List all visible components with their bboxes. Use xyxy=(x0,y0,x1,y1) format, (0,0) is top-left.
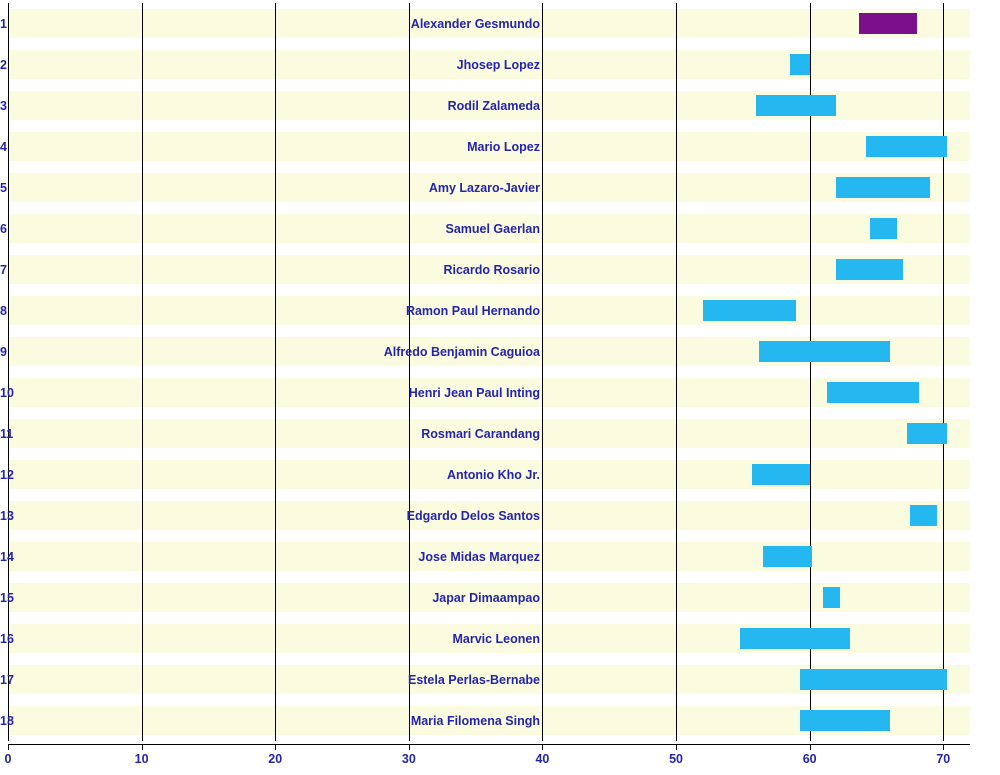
bar[interactable] xyxy=(756,95,836,116)
row-label: Japar Dimaampao xyxy=(432,590,540,605)
bar[interactable] xyxy=(836,259,903,280)
gridline-vertical xyxy=(676,3,677,741)
row-index: 1 xyxy=(0,16,7,31)
row-label: Henri Jean Paul Inting xyxy=(408,385,540,400)
row-label: Samuel Gaerlan xyxy=(445,221,540,236)
row-label: Maria Filomena Singh xyxy=(410,713,540,728)
bar[interactable] xyxy=(800,710,890,731)
bar[interactable] xyxy=(870,218,897,239)
x-tick-label: 50 xyxy=(669,752,683,766)
row-label: Marvic Leonen xyxy=(452,631,540,646)
row-index: 4 xyxy=(0,139,7,154)
gridline-vertical xyxy=(943,3,944,741)
row-label: Alfredo Benjamin Caguioa xyxy=(383,344,540,359)
x-tick-label: 30 xyxy=(401,752,416,766)
row-label: Mario Lopez xyxy=(467,139,540,154)
row-index: 8 xyxy=(0,303,7,318)
row-index: 6 xyxy=(0,221,7,236)
bar[interactable] xyxy=(836,177,930,198)
bar[interactable] xyxy=(790,54,810,75)
row-index: 16 xyxy=(0,631,14,646)
x-tick-label: 10 xyxy=(134,752,149,766)
x-axis-line xyxy=(8,744,970,745)
x-tick xyxy=(810,744,811,750)
bar[interactable] xyxy=(859,13,916,34)
row-label: Jose Midas Marquez xyxy=(418,549,540,564)
row-index: 11 xyxy=(0,426,14,441)
gridline-vertical xyxy=(142,3,143,741)
row-label: Ricardo Rosario xyxy=(443,262,540,277)
x-tick xyxy=(275,744,276,750)
x-tick xyxy=(8,744,9,750)
bar[interactable] xyxy=(752,464,809,485)
x-tick-label: 0 xyxy=(4,752,12,766)
x-tick xyxy=(409,744,410,750)
bar[interactable] xyxy=(740,628,850,649)
row-index: 9 xyxy=(0,344,7,359)
row-index: 13 xyxy=(0,508,14,523)
x-tick xyxy=(676,744,677,750)
bar[interactable] xyxy=(827,382,919,403)
row-index: 7 xyxy=(0,262,7,277)
row-index: 10 xyxy=(0,385,14,400)
row-label: Jhosep Lopez xyxy=(456,57,540,72)
bar[interactable] xyxy=(866,136,948,157)
x-tick xyxy=(943,744,944,750)
row-label: Antonio Kho Jr. xyxy=(446,467,540,482)
gridline-vertical xyxy=(8,3,9,741)
bar[interactable] xyxy=(800,669,947,690)
row-label: Ramon Paul Hernando xyxy=(405,303,540,318)
row-label: Rosmari Carandang xyxy=(421,426,540,441)
row-index: 12 xyxy=(0,467,14,482)
gridline-vertical xyxy=(275,3,276,741)
bar[interactable] xyxy=(759,341,890,362)
row-index: 5 xyxy=(0,180,7,195)
x-tick xyxy=(142,744,143,750)
row-index: 3 xyxy=(0,98,7,113)
row-label: Amy Lazaro-Javier xyxy=(428,180,540,195)
row-index: 14 xyxy=(0,549,14,564)
row-index: 17 xyxy=(0,672,14,687)
bar[interactable] xyxy=(703,300,797,321)
gridline-vertical xyxy=(542,3,543,741)
row-index: 18 xyxy=(0,713,14,728)
row-label: Estela Perlas-Bernabe xyxy=(407,672,540,687)
row-label: Alexander Gesmundo xyxy=(410,16,540,31)
x-tick-label: 70 xyxy=(936,752,951,766)
plot-area xyxy=(8,3,970,741)
x-tick-label: 60 xyxy=(802,752,817,766)
bar[interactable] xyxy=(763,546,812,567)
bar[interactable] xyxy=(907,423,947,444)
row-index: 2 xyxy=(0,57,7,72)
x-tick-label: 20 xyxy=(268,752,283,766)
row-label: Edgardo Delos Santos xyxy=(406,508,540,523)
gridline-vertical xyxy=(409,3,410,741)
row-index: 15 xyxy=(0,590,14,605)
bar[interactable] xyxy=(910,505,937,526)
x-tick-label: 40 xyxy=(535,752,550,766)
row-label: Rodil Zalameda xyxy=(447,98,540,113)
bar[interactable] xyxy=(823,587,840,608)
x-tick xyxy=(542,744,543,750)
